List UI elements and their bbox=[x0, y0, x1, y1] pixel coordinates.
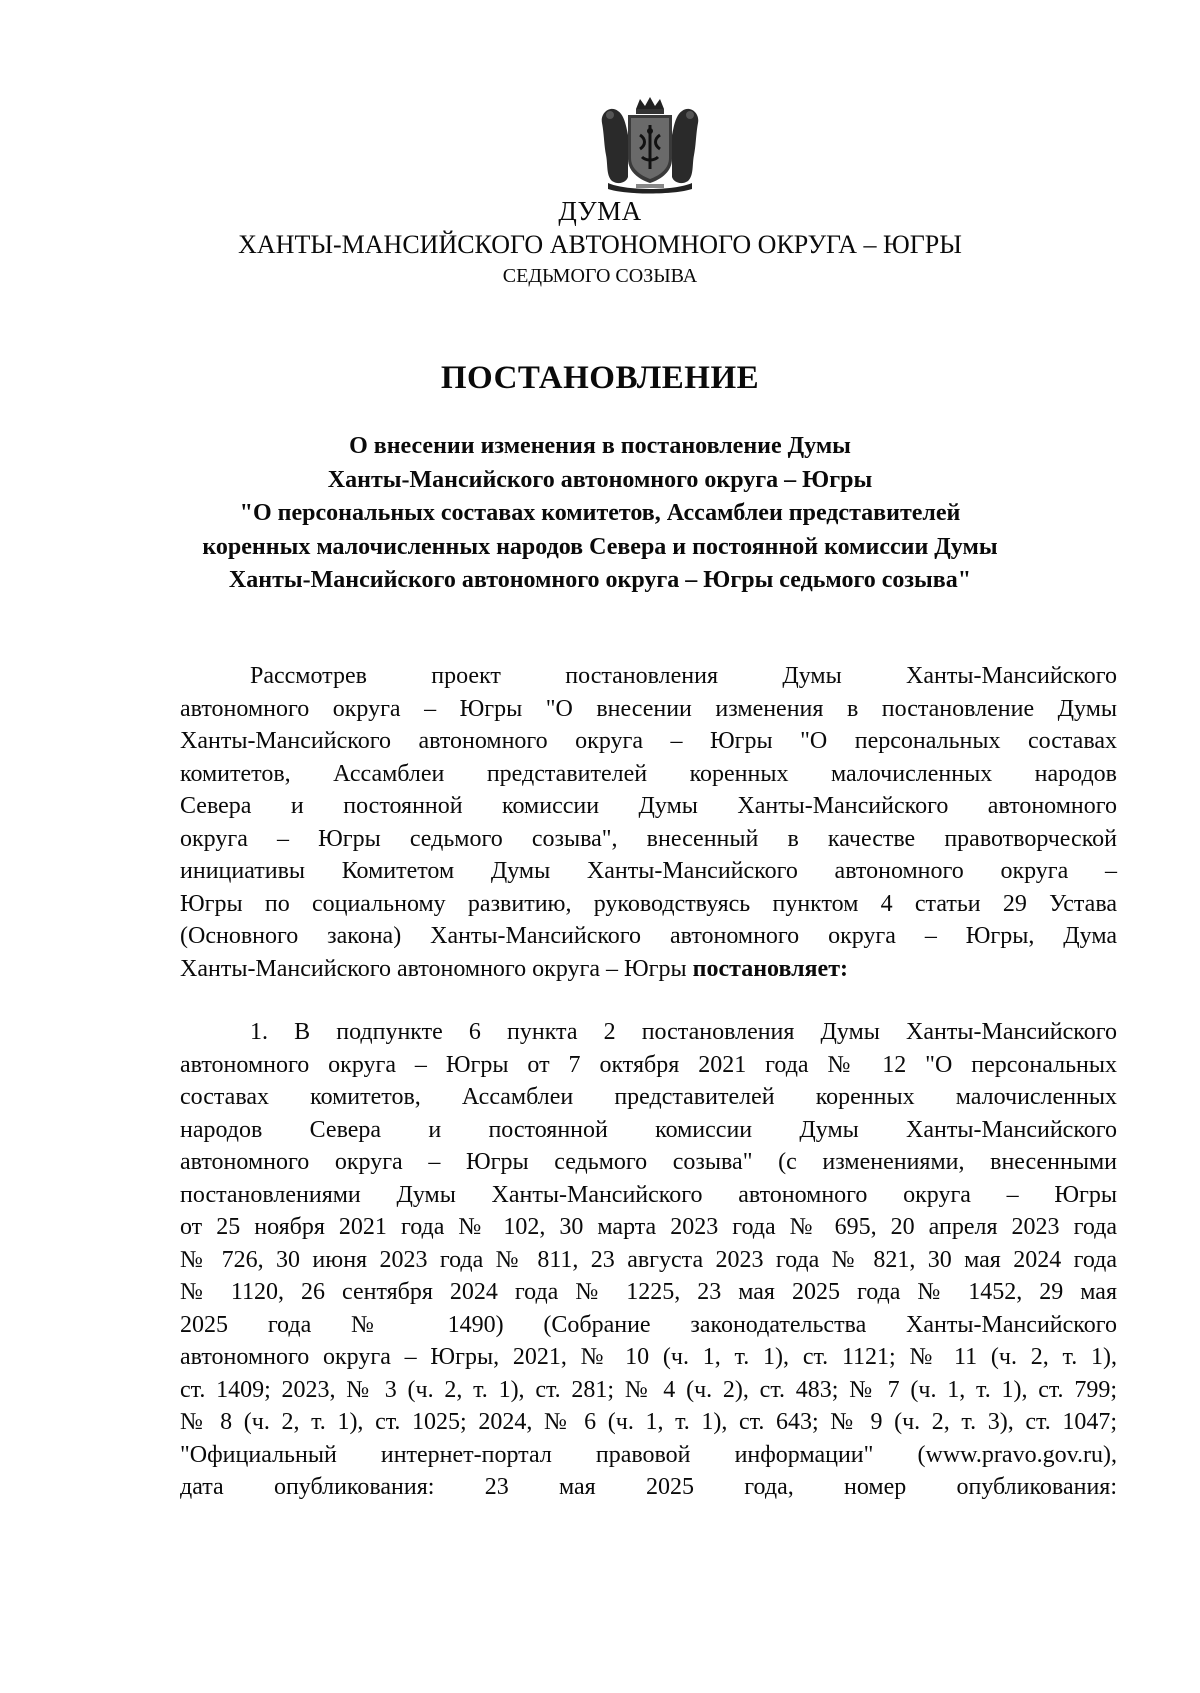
preamble-line: Ханты-Мансийского автономного округа – Югры "О персональных составах bbox=[180, 728, 1117, 754]
preamble-paragraph bbox=[180, 660, 1117, 985]
item-line: "Официальный интернет-портал правовой информации" (www.pravo.gov.ru), bbox=[180, 1441, 1117, 1468]
org-name-okrug: ХАНТЫ-МАНСИЙСКОГО АВТОНОМНОГО ОКРУГА – ЮГРЫ bbox=[238, 230, 962, 259]
item-line: дата опубликования: 23 мая 2025 года, номер опубликования: bbox=[180, 1474, 1117, 1500]
preamble-line: автономного округа – Югры "О внесении изменения в постановление Думы bbox=[180, 695, 1117, 722]
item-line: составах комитетов, Ассамблеи представителей коренных малочисленных bbox=[180, 1084, 1117, 1110]
preamble-last-line bbox=[180, 953, 1117, 986]
subject-line: О внесении изменения в постановление Думы bbox=[349, 433, 851, 459]
item-line: от 25 ноября 2021 года № 102, 30 марта 2023 года № 695, 20 апреля 2023 года bbox=[180, 1214, 1117, 1240]
item-line: автономного округа – Югры от 7 октября 2021 года № 12 "О персональных bbox=[180, 1051, 1117, 1078]
preamble-line: округа – Югры седьмого созыва", внесенный в качестве правотворческой bbox=[180, 825, 1117, 852]
org-convocation: СЕДЬМОГО СОЗЫВА bbox=[502, 265, 698, 287]
resolves-keyword: постановляет: bbox=[692, 955, 848, 982]
org-name-duma: ДУМА bbox=[558, 196, 642, 226]
subject-line: Ханты-Мансийского автономного округа – Югры bbox=[327, 466, 873, 493]
item-1-paragraph bbox=[180, 1016, 1117, 1504]
preamble-line: Рассмотрев проект постановления Думы Ханты-Мансийского bbox=[250, 663, 1117, 689]
item-line: автономного округа – Югры, 2021, № 10 (ч. 1, т. 1), ст. 1121; № 11 (ч. 2, т. 1), bbox=[180, 1344, 1117, 1370]
preamble-line: (Основного закона) Ханты-Мансийского автономного округа – Югры, Дума bbox=[180, 923, 1117, 949]
document-subject bbox=[150, 430, 1050, 598]
item-line: № 726, 30 июня 2023 года № 811, 23 августа 2023 года № 821, 30 мая 2024 года bbox=[180, 1246, 1117, 1273]
preamble-line: Ханты-Мансийского автономного округа – Югры bbox=[180, 955, 687, 982]
subject-line: Ханты-Мансийского автономного округа – Югры седьмого созыва" bbox=[228, 567, 972, 593]
item-line: ст. 1409; 2023, № 3 (ч. 2, т. 1), ст. 281; № 4 (ч. 2), ст. 483; № 7 (ч. 1, т. 1), ст. 799; bbox=[180, 1376, 1117, 1403]
preamble-line: Югры по социальному развитию, руководствуясь пунктом 4 статьи 29 Устава bbox=[180, 890, 1117, 917]
preamble-line: комитетов, Ассамблеи представителей коренных малочисленных народов bbox=[180, 760, 1117, 787]
document-type-title: ПОСТАНОВЛЕНИЕ bbox=[440, 360, 760, 396]
coat-of-arms-emblem-icon bbox=[596, 95, 704, 195]
item-line: 2025 года № 1490) (Собрание законодательства Ханты-Мансийского bbox=[180, 1311, 1117, 1338]
item-line: народов Севера и постоянной комиссии Думы Ханты-Мансийского bbox=[180, 1116, 1117, 1143]
subject-line: коренных малочисленных народов Севера и постоянной комиссии Думы bbox=[202, 533, 998, 560]
item-line: № 8 (ч. 2, т. 1), ст. 1025; 2024, № 6 (ч. 1, т. 1), ст. 643; № 9 (ч. 2, т. 3), ст. 1047; bbox=[180, 1409, 1117, 1435]
item-line: № 1120, 26 сентября 2024 года № 1225, 23 мая 2025 года № 1452, 29 мая bbox=[180, 1279, 1117, 1305]
preamble-line: инициативы Комитетом Думы Ханты-Мансийского автономного округа – bbox=[180, 858, 1117, 884]
preamble-line: Севера и постоянной комиссии Думы Ханты-Мансийского автономного bbox=[180, 793, 1117, 819]
subject-line: "О персональных составах комитетов, Ассамблеи представителей bbox=[239, 500, 961, 526]
item-line: 1. В подпункте 6 пункта 2 постановления Думы Ханты-Мансийского bbox=[250, 1019, 1117, 1045]
item-line: постановлениями Думы Ханты-Мансийского автономного округа – Югры bbox=[180, 1181, 1117, 1208]
item-line: автономного округа – Югры седьмого созыва" (с изменениями, внесенными bbox=[180, 1149, 1117, 1175]
